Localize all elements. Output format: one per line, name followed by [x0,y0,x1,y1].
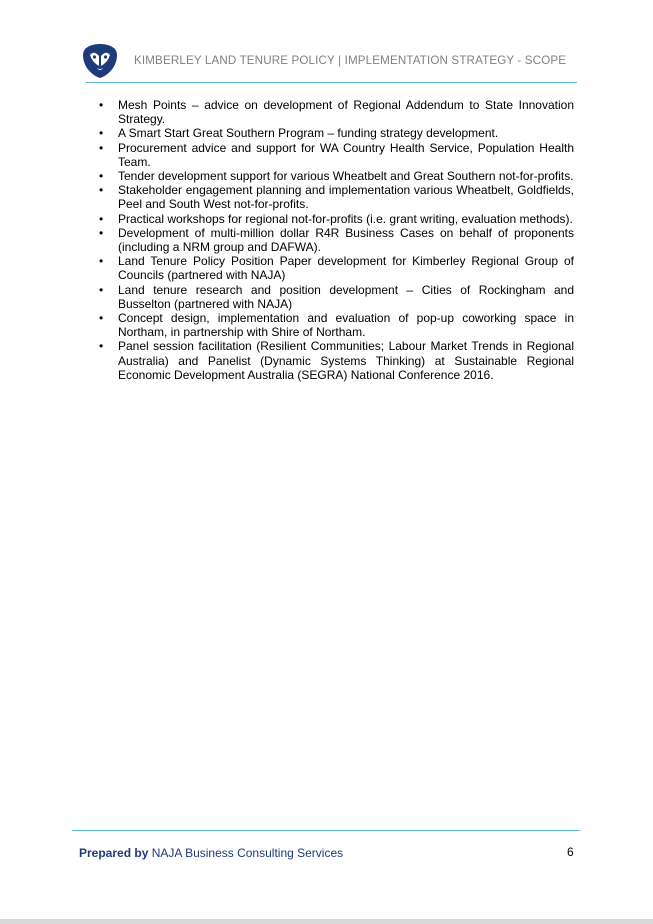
header-divider [86,82,577,83]
list-item-text: Panel session facilitation (Resilient Communities; Labour Market Trends in Regional Australia) and Panelist (Dynamic Systems Thinking) at Sustainable Regional Economic Development Australia (SEGRA) National Conference 2016. [118,339,574,382]
list-item [96,254,574,282]
list-item-text: Development of multi-million dollar R4R Business Cases on behalf of proponents (including a NRM group and DAFWA). [118,225,574,255]
bullet-icon: • [99,339,104,354]
bullet-icon: • [99,183,104,198]
company-name: NAJA Business Consulting Services [151,846,344,860]
bullet-icon: • [99,225,104,240]
list-item-text: Land Tenure Policy Position Paper development for Kimberley Regional Group of Councils (partnered with NAJA) [118,254,574,283]
list-item [96,311,574,339]
list-item-text: Land tenure research and position development – Cities of Rockingham and Busselton (partnered with NAJA) [118,282,574,311]
bullet-icon: • [99,311,104,326]
list-item [96,169,574,183]
list-item-text: Mesh Points – advice on development of Regional Addendum to State Innovation Strategy. [118,98,574,127]
page-number: 6 [567,845,574,859]
footer-credit [79,846,343,860]
list-item [96,141,574,169]
page-header [0,0,653,90]
list-item [96,98,574,126]
list-item [96,226,574,254]
list-item-text: Procurement advice and support for WA Country Health Service, Population Health Team. [118,140,574,169]
bullet-icon: • [99,140,104,155]
logo-icon [80,42,120,80]
prepared-by-label: Prepared by [79,846,149,860]
bullet-icon: • [99,126,104,141]
list-item [96,126,574,140]
bullet-icon: • [99,254,104,269]
list-item [96,339,574,382]
bullet-list [96,98,574,382]
main-content [96,98,574,382]
bullet-icon: • [99,169,104,184]
list-item-text: Concept design, implementation and evaluation of pop-up coworking space in Northam, in partnership with Shire of Northam. [118,311,574,340]
bullet-icon: • [99,282,104,297]
footer-divider [72,830,580,831]
list-item-text: Tender development support for various Wheatbelt and Great Southern not-for-profits. [118,169,574,184]
list-item [96,212,574,226]
bullet-icon: • [99,211,104,226]
list-item-text: A Smart Start Great Southern Program – funding strategy development. [118,126,499,141]
list-item-text: Practical workshops for regional not-for-profits (i.e. grant writing, evaluation methods). [118,211,573,226]
page-bottom-edge [0,919,653,924]
list-item [96,183,574,211]
header-title: KIMBERLEY LAND TENURE POLICY | IMPLEMENTATION STRATEGY - SCOPE [134,54,567,67]
list-item-text: Stakeholder engagement planning and implementation various Wheatbelt, Goldfields, Peel and South West not-for-profits. [118,183,574,212]
bullet-icon: • [99,98,104,112]
list-item [96,283,574,311]
